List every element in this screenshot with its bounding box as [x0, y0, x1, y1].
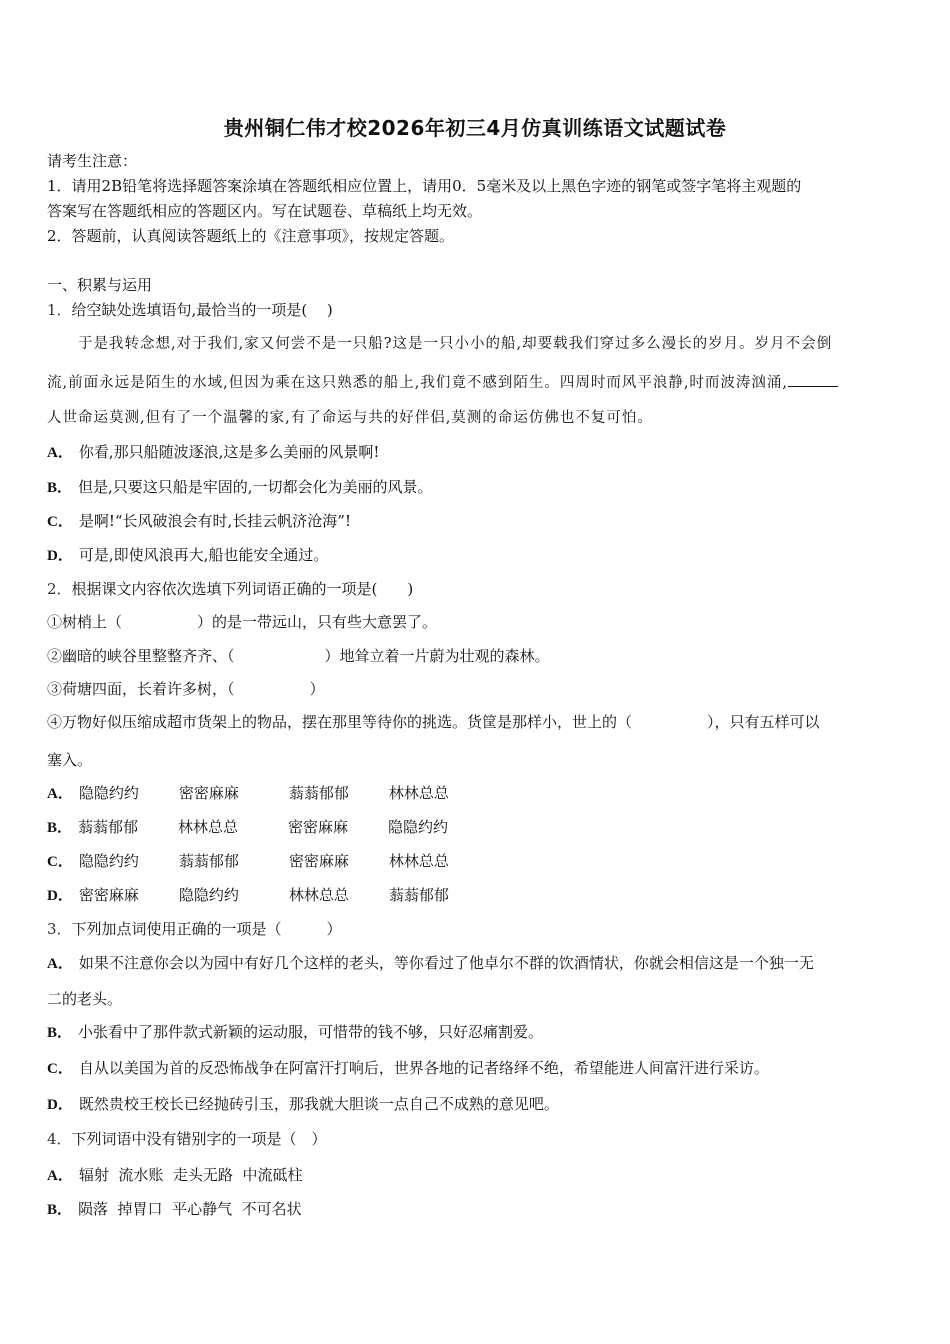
question-number: 3．: [47, 920, 72, 938]
q2-item-1: ①树梢上（ ）的是一带远山，只有些大意罢了。: [47, 613, 438, 631]
q3-option-a: [47, 953, 905, 974]
option-text: 如果不注意你会以为园中有好几个这样的老头，等你看过了他卓尔不群的饮酒情状，你就会相信这是一个独一无: [78, 954, 814, 972]
option-letter: C．: [47, 514, 73, 530]
notice-heading: 请考生注意：: [47, 152, 138, 170]
option-word: 隐隐约约: [388, 818, 449, 836]
option-letter: D．: [47, 548, 73, 564]
question-number: 1．: [47, 301, 72, 319]
option-letter: A．: [47, 1168, 73, 1184]
option-word: 密密麻麻: [288, 852, 349, 870]
option-word: 隐隐约约: [78, 852, 139, 870]
option-word: 密密麻麻: [178, 784, 239, 802]
option-word: 密密麻麻: [288, 818, 349, 836]
q2-item-4-cont: 塞入。: [47, 751, 93, 769]
option-word: 蓊蓊郁郁: [178, 852, 239, 870]
question-number: 4．: [47, 1130, 72, 1148]
option-word: 蓊蓊郁郁: [288, 784, 349, 802]
option-text: 是啊!“长风破浪会有时,长挂云帆济沧海”!: [78, 512, 352, 530]
notice-item-2: 2．答题前，认真阅读答题纸上的《注意事项》，按规定答题。: [47, 227, 455, 245]
option-letter: B．: [47, 480, 73, 496]
option-text: 自从以美国为首的反恐怖战争在阿富汗打响后，世界各地的记者络绎不绝，希望能进人间富汗进行采访。: [78, 1059, 769, 1077]
q3-option-a-cont: 二的老头。: [47, 990, 123, 1008]
question-3-stem: [47, 919, 905, 939]
section-heading: 一、积累与运用: [47, 276, 153, 294]
option-letter: A．: [47, 956, 73, 972]
option-word: 隐隐约约: [178, 886, 239, 904]
option-text: 既然贵校王校长已经抛砖引玉，那我就大胆谈一点自己不成熟的意见吧。: [78, 1095, 559, 1113]
option-text: 辐射 流水账 走头无路 中流砥柱: [78, 1166, 303, 1184]
option-letter: A．: [47, 786, 73, 802]
option-word: 密密麻麻: [78, 886, 139, 904]
q1-passage-line-3: 人世命运莫测,但有了一个温馨的家,有了命运与共的好伴侣,莫测的命运仿佛也不复可怕。: [47, 410, 653, 426]
q1-option-b: [47, 477, 905, 498]
passage-text: 流,前面永远是陌生的水域,但因为乘在这只熟悉的船上,我们竟不感到陌生。四周时而风平浪静,时而波涛汹涌,: [47, 375, 789, 391]
question-text: 根据课文内容依次选填下列词语正确的一项是( ): [71, 580, 414, 598]
option-word: 蓊蓊郁郁: [388, 886, 449, 904]
q4-option-a: [47, 1165, 905, 1186]
question-number: 2．: [47, 580, 72, 598]
option-word: 蓊蓊郁郁: [78, 818, 139, 836]
notice-item-1: 1．请用2B铅笔将选择题答案涂填在答题纸相应位置上，请用0．5毫米及以上黑色字迹的钢笔或签字笔将主观题的: [47, 177, 802, 195]
option-letter: D．: [47, 888, 73, 904]
question-text: 下列词语中没有错别字的一项是（ ）: [71, 1130, 327, 1148]
q3-option-d: [47, 1094, 905, 1115]
q3-option-b: [47, 1022, 905, 1043]
option-text: 可是,即使风浪再大,船也能安全通过。: [78, 546, 329, 564]
option-text: 小张看中了那件款式新颖的运动服，可惜带的钱不够，只好忍痛割爱。: [78, 1023, 544, 1041]
fill-blank: [788, 372, 838, 387]
q2-item-3: ③荷塘四面，长着许多树，（ ）: [47, 680, 325, 698]
notice-item-1-cont: 答案写在答题纸相应的答题区内。写在试题卷、草稿纸上均无效。: [47, 202, 483, 220]
option-letter: C．: [47, 1061, 73, 1077]
option-letter: B．: [47, 1025, 73, 1041]
option-word: 林林总总: [388, 784, 449, 802]
question-1-stem: [47, 300, 905, 320]
q2-option-d: [47, 885, 905, 906]
q3-option-c: [47, 1058, 905, 1079]
option-letter: B．: [47, 820, 73, 836]
option-letter: D．: [47, 1097, 73, 1113]
option-word: 林林总总: [288, 886, 349, 904]
option-letter: A．: [47, 445, 73, 461]
q1-passage-line-2: [47, 372, 905, 393]
q1-option-d: [47, 545, 905, 566]
question-text: 下列加点词使用正确的一项是（ ）: [71, 920, 342, 938]
q2-item-4: ④万物好似压缩成超市货架上的物品，摆在那里等待你的挑选。货筐是那样小，世上的（ ），只有五样可以: [47, 713, 820, 731]
option-text: 陨落 掉胃口 平心静气 不可名状: [78, 1200, 302, 1218]
question-4-stem: [47, 1129, 905, 1149]
option-word: 林林总总: [178, 818, 239, 836]
q2-item-2: ②幽暗的峡谷里整整齐齐、（ ）地耸立着一片蔚为壮观的森林。: [47, 647, 550, 665]
option-letter: B．: [47, 1202, 73, 1218]
option-letter: C．: [47, 854, 73, 870]
q1-option-c: [47, 511, 905, 532]
option-text: 你看,那只船随波逐浪,这是多么美丽的风景啊!: [78, 443, 380, 461]
option-word: 林林总总: [388, 852, 449, 870]
q1-passage-line-1: 于是我转念想,对于我们,家又何尝不是一只船?这是一只小小的船,却要载我们穿过多么漫长的岁月。岁月不会倒: [78, 336, 833, 352]
option-word: 隐隐约约: [78, 784, 139, 802]
page-title: 贵州铜仁伟才校2026年初三4月仿真训练语文试题试卷: [223, 116, 727, 140]
question-2-stem: [47, 579, 905, 599]
option-text: 但是,只要这只船是牢固的,一切都会化为美丽的风景。: [78, 478, 433, 496]
q2-option-a: [47, 783, 905, 804]
q4-option-b: [47, 1199, 905, 1220]
q2-option-c: [47, 851, 905, 872]
question-text: 给空缺处选填语句,最恰当的一项是( ): [71, 301, 333, 319]
q2-option-b: [47, 817, 905, 838]
q1-option-a: [47, 442, 905, 463]
